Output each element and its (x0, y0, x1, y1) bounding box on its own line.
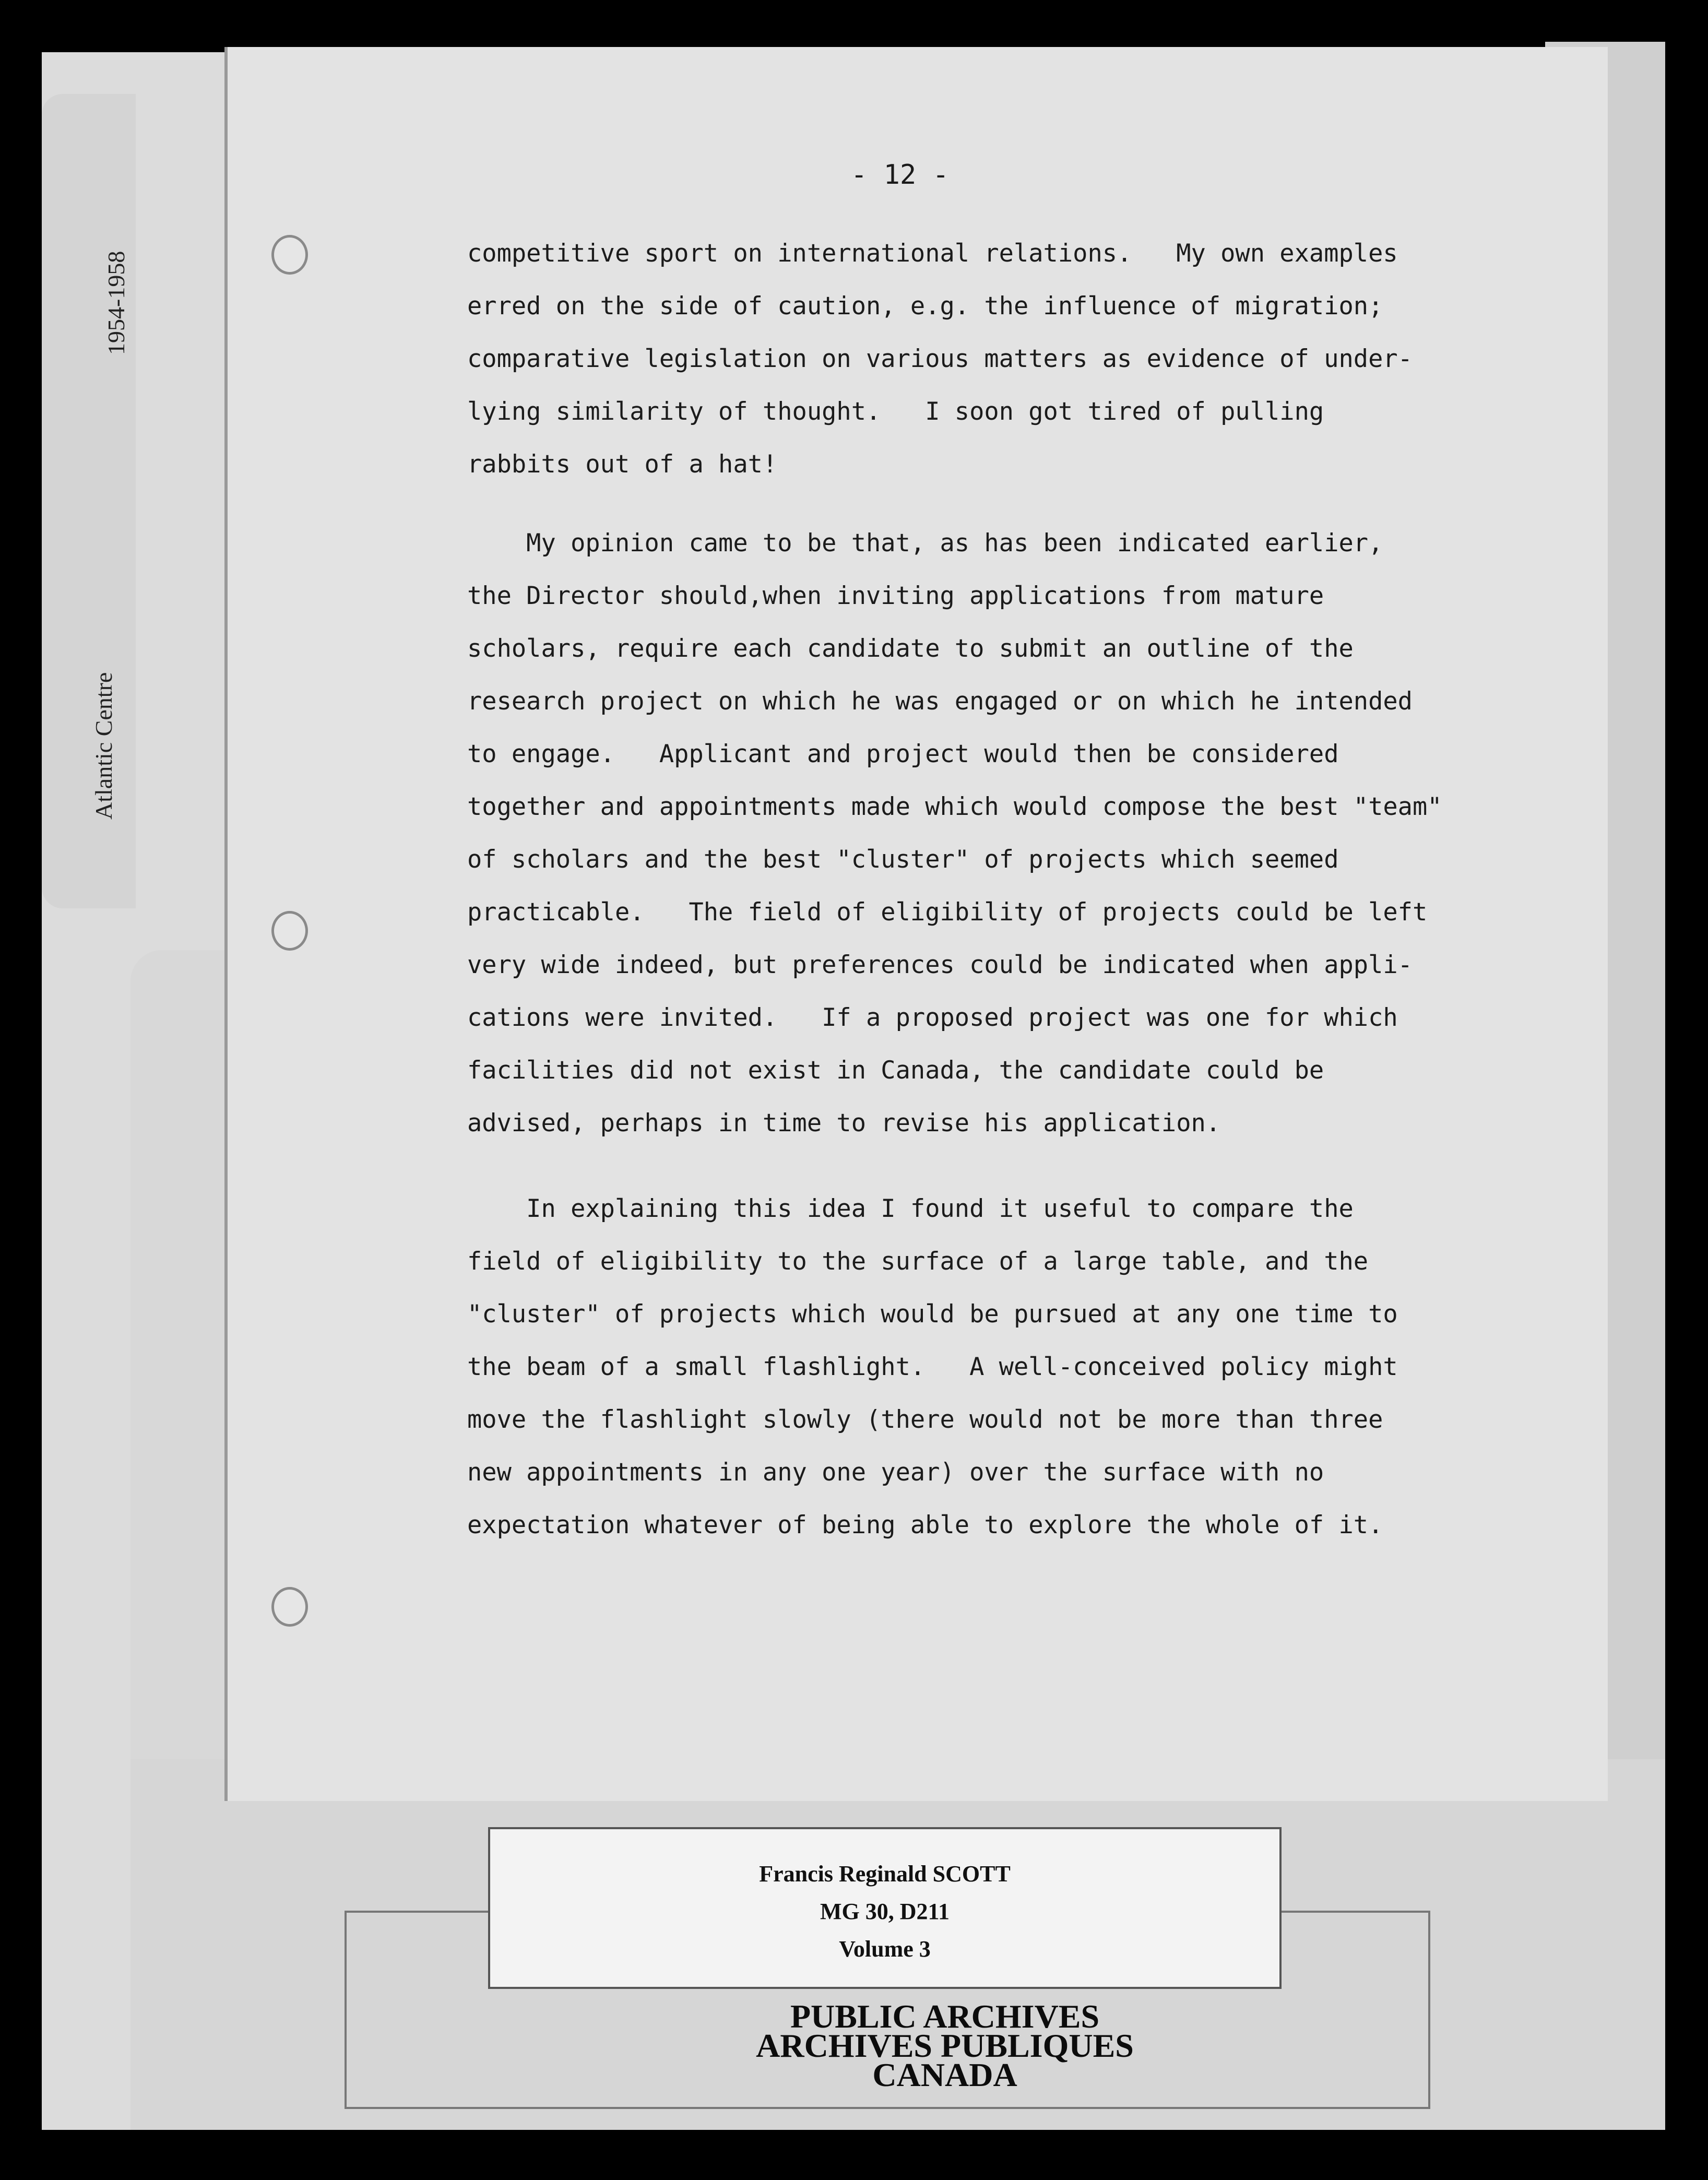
paragraph-2 (467, 517, 1574, 1150)
label-volume: Volume 3 (839, 1936, 931, 1962)
text-line: facilities did not exist in Canada, the candidate could be (467, 1056, 1324, 1085)
text-line: research project on which he was engaged or on which he intended (467, 687, 1413, 716)
punch-hole-top (271, 235, 308, 275)
text-line: My opinion came to be that, as has been indicated earlier, (467, 529, 1383, 558)
text-line: of scholars and the best "cluster" of projects which seemed (467, 845, 1339, 874)
text-line: advised, perhaps in time to revise his application. (467, 1109, 1221, 1138)
text-line: In explaining this idea I found it useful to compare the (467, 1194, 1354, 1223)
label-name: Francis Reginald SCOTT (759, 1861, 1011, 1887)
text-line: "cluster" of projects which would be pursued at any one time to (467, 1300, 1398, 1329)
text-line: scholars, require each candidate to submit an outline of the (467, 634, 1354, 663)
archive-label (488, 1827, 1282, 1989)
text-line: to engage. Applicant and project would then be considered (467, 740, 1339, 768)
label-reference: MG 30, D211 (820, 1899, 950, 1924)
text-line: move the flashlight slowly (there would not be more than three (467, 1405, 1383, 1434)
text-line: lying similarity of thought. I soon got tired of pulling (467, 397, 1324, 426)
punch-hole-middle (271, 911, 308, 951)
text-line: cations were invited. If a proposed project was one for which (467, 1003, 1398, 1032)
paragraph-3 (467, 1182, 1574, 1551)
text-line: comparative legislation on various matters as evidence of under- (467, 345, 1413, 373)
text-line: the Director should,when inviting applications from mature (467, 582, 1324, 610)
text-line: field of eligibility to the surface of a large table, and the (467, 1247, 1369, 1276)
archive-stamp (553, 1998, 1336, 2093)
text-line: competitive sport on international relations. My own examples (467, 239, 1398, 268)
sidebar-collection: Atlantic Centre (90, 672, 117, 820)
text-line: practicable. The field of eligibility of projects could be left (467, 898, 1428, 927)
stamp-line-2: ARCHIVES PUBLIQUES (756, 2027, 1134, 2064)
sidebar-years: 1954-1958 (103, 251, 129, 355)
text-line: together and appointments made which would compose the best "team" (467, 792, 1442, 821)
stamp-line-1: PUBLIC ARCHIVES (790, 1998, 1100, 2035)
text-line: new appointments in any one year) over the surface with no (467, 1458, 1324, 1487)
stamp-line-3: CANADA (872, 2056, 1017, 2093)
text-line: rabbits out of a hat! (467, 450, 778, 479)
page-number: - 12 - (851, 159, 949, 191)
text-line: very wide indeed, but preferences could be indicated when appli- (467, 951, 1413, 979)
folder-tab-upper (42, 94, 136, 908)
text-line: the beam of a small flashlight. A well-conceived policy might (467, 1353, 1398, 1381)
paragraph-1 (467, 227, 1574, 491)
punch-hole-bottom (271, 1587, 308, 1627)
text-line: expectation whatever of being able to explore the whole of it. (467, 1511, 1383, 1539)
text-line: erred on the side of caution, e.g. the influence of migration; (467, 292, 1383, 321)
